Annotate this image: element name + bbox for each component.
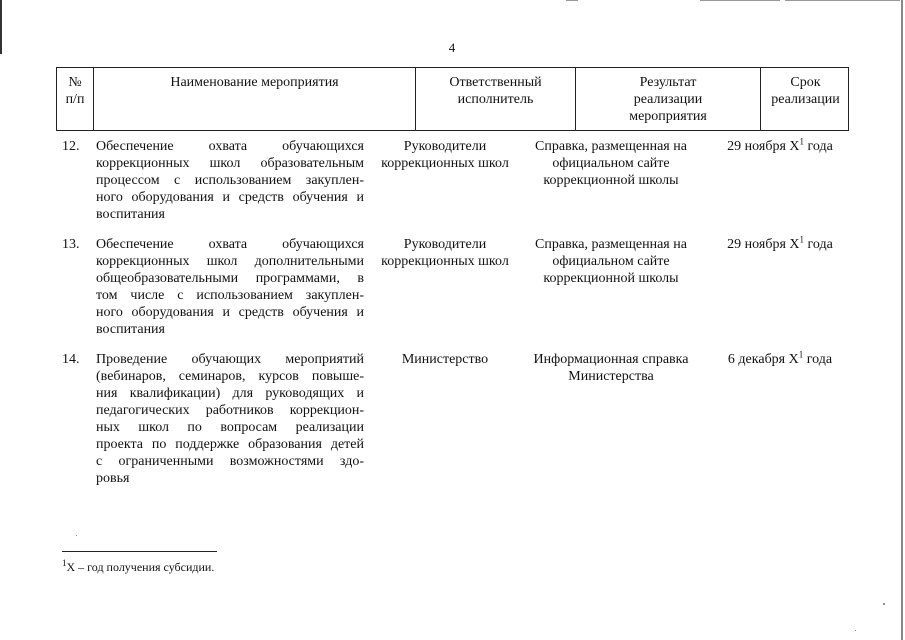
header-number: № п/п (65, 75, 85, 107)
header-activity-name: Наименование мероприятия (93, 68, 415, 130)
footnote-ref: 1 (799, 136, 804, 147)
footnote-ref: 1 (798, 349, 804, 360)
scan-edge-left (0, 0, 2, 54)
activity-result: Информационная справка Министерства (533, 352, 689, 384)
activity-name: Обеспечение охвата обучающихся коррекционных школ дополнительными общеобразовательными программами, в том числе с использованием закуплен- ного оборудования и средств обучения и воспитания (96, 237, 364, 337)
responsible-executor: Руководители коррекционных школ (381, 139, 509, 171)
scan-mark (785, 0, 900, 1)
row-number: 14. (62, 352, 80, 367)
activity-name: Проведение обучающих мероприятий (вебинаров, семинаров, курсов повыше- ния квалификации) для руководящих и педагогических работников коррекцион- ных школ по вопросам реализации проекта по поддержке образования детей с ограниченными возможностями здо- ровья (96, 352, 364, 486)
page-number: 4 (448, 40, 456, 55)
scan-speck (883, 603, 885, 605)
footnote-ref: 1 (799, 234, 804, 245)
row-number: 12. (62, 139, 80, 154)
scan-speck (76, 535, 77, 536)
scan-mark (566, 0, 578, 1)
footnote-text: X – год получения субсидии. (66, 560, 215, 574)
responsible-executor: Министерство (401, 352, 489, 367)
header-result: Результат реализации мероприятия (575, 68, 760, 130)
implementation-term: 6 декабря $X^1$ года (727, 349, 833, 367)
scan-speck (855, 630, 856, 631)
header-term: Срок реализации (760, 68, 850, 130)
implementation-term: 29 ноября $X^1$ года (727, 136, 833, 154)
implementation-term: 29 ноября $X^1$ года (727, 234, 833, 252)
activity-name: Обеспечение охвата обучающихся коррекционных школ образовательным процессом с использованием закуплен- ного оборудования и средств обучения и воспитания (96, 139, 364, 222)
activity-result: Справка, размещенная на официальном сайте коррекционной школы (535, 139, 687, 188)
scan-edge-right (901, 0, 903, 640)
header-responsible: Ответственный исполнитель (415, 68, 575, 130)
footnote (62, 560, 214, 575)
table-header (56, 67, 849, 131)
footnote-divider (62, 551, 217, 552)
scan-mark (700, 0, 780, 1)
footnote-marker: 1 (62, 558, 67, 568)
responsible-executor: Руководители коррекционных школ (381, 237, 509, 269)
activity-result: Справка, размещенная на официальном сайте коррекционной школы (535, 237, 687, 286)
row-number: 13. (62, 237, 80, 252)
